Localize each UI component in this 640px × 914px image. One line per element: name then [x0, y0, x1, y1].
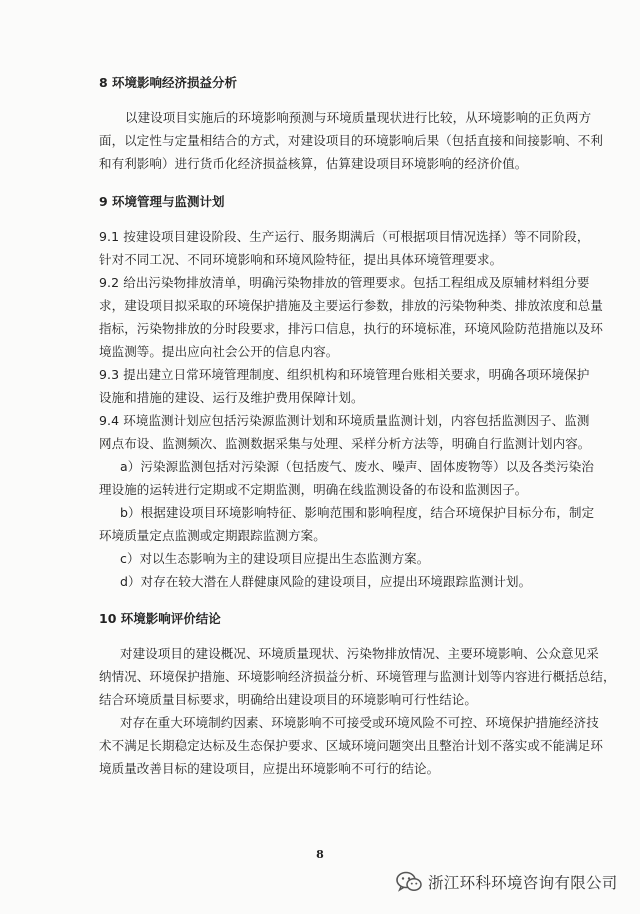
item-a-line: 理设施的运转进行定期或不定期监测，明确在线监测设备的布设和监测因子。: [99, 482, 528, 497]
section-10-heading: 10 环境影响评价结论: [99, 611, 221, 626]
para-9-4-line: 网点布设、监测频次、监测数据采集与处理、采样分析方法等，明确自行监测计划内容。: [99, 436, 591, 451]
section-8-line: 和有利影响）进行货币化经济损益核算，估算建设项目环境影响的经济价值。: [99, 156, 528, 171]
section-8-line: 面，以定性与定量相结合的方式，对建设项目的环境影响后果（包括直接和间接影响、不利: [99, 133, 604, 148]
item-b-line: b）根据建设项目环境影响特征、影响范围和影响程度，结合环境保护目标分布，制定: [120, 505, 595, 520]
section-10-line: 境质量改善目标的建设项目，应提出环境影响不可行的结论。: [99, 761, 440, 776]
item-d-line: d）对存在较大潜在人群健康风险的建设项目，应提出环境跟踪监测计划。: [120, 574, 532, 589]
para-9-3-line: 设施和措施的建设、运行及维护费用保障计划。: [99, 390, 364, 405]
item-b-line: 环境质量定点监测或定期跟踪监测方案。: [99, 528, 326, 543]
para-9-1-line: 9.1 按建设项目建设阶段、生产运行、服务期满后（可根据项目情况选择）等不同阶段，: [99, 229, 590, 244]
para-9-2-line: 求，建设项目拟采取的环境保护措施及主要运行参数，排放的污染物种类、排放浓度和总量: [99, 298, 604, 313]
section-10-line: 术不满足长期稳定达标及生态保护要求、区域环境问题突出且整治计划不落实或不能满足环: [99, 738, 604, 753]
section-8-line: 以建设项目实施后的环境影响预测与环境质量现状进行比较，从环境影响的正负两方: [125, 110, 592, 125]
section-9-heading: 9 环境管理与监测计划: [99, 194, 225, 209]
watermark: [396, 870, 618, 894]
section-10-line: 纳情况、环境保护措施、环境影响经济损益分析、环境管理与监测计划等内容进行概括总结，: [99, 669, 616, 684]
item-c-line: c）对以生态影响为主的建设项目应提出生态监测方案。: [120, 551, 430, 566]
wechat-icon: [396, 871, 422, 893]
item-a-line: a）污染源监测包括对污染源（包括废气、废水、噪声、固体废物等）以及各类污染治: [120, 459, 594, 474]
para-9-2-line: 9.2 给出污染物排放清单，明确污染物排放的管理要求。包括工程组成及原辅材料组分要: [99, 275, 590, 290]
section-10-line: 对存在重大环境制约因素、环境影响不可接受或环境风险不可控、环境保护措施经济技: [120, 715, 599, 730]
section-10-line: 结合环境质量目标要求，明确给出建设项目的环境影响可行性结论。: [99, 692, 478, 707]
para-9-2-line: 指标，污染物排放的分时段要求，排污口信息，执行的环境标准，环境风险防范措施以及环: [99, 321, 604, 336]
section-10-line: 对建设项目的建设概况、环境质量现状、污染物排放情况、主要环境影响、公众意见采: [120, 646, 599, 661]
para-9-4-line: 9.4 环境监测计划应包括污染源监测计划和环境质量监测计划，内容包括监测因子、监测: [99, 413, 590, 428]
section-8-heading: 8 环境影响经济损益分析: [99, 75, 238, 90]
para-9-2-line: 境监测等。提出应向社会公开的信息内容。: [99, 344, 339, 359]
page-number: 8: [316, 848, 324, 861]
para-9-1-line: 针对不同工况、不同环境影响和环境风险特征，提出具体环境管理要求。: [99, 252, 503, 267]
para-9-3-line: 9.3 提出建立日常环境管理制度、组织机构和环境管理台账相关要求，明确各项环境保护: [99, 367, 590, 382]
watermark-text: 浙江环科环境咨询有限公司: [428, 874, 618, 892]
